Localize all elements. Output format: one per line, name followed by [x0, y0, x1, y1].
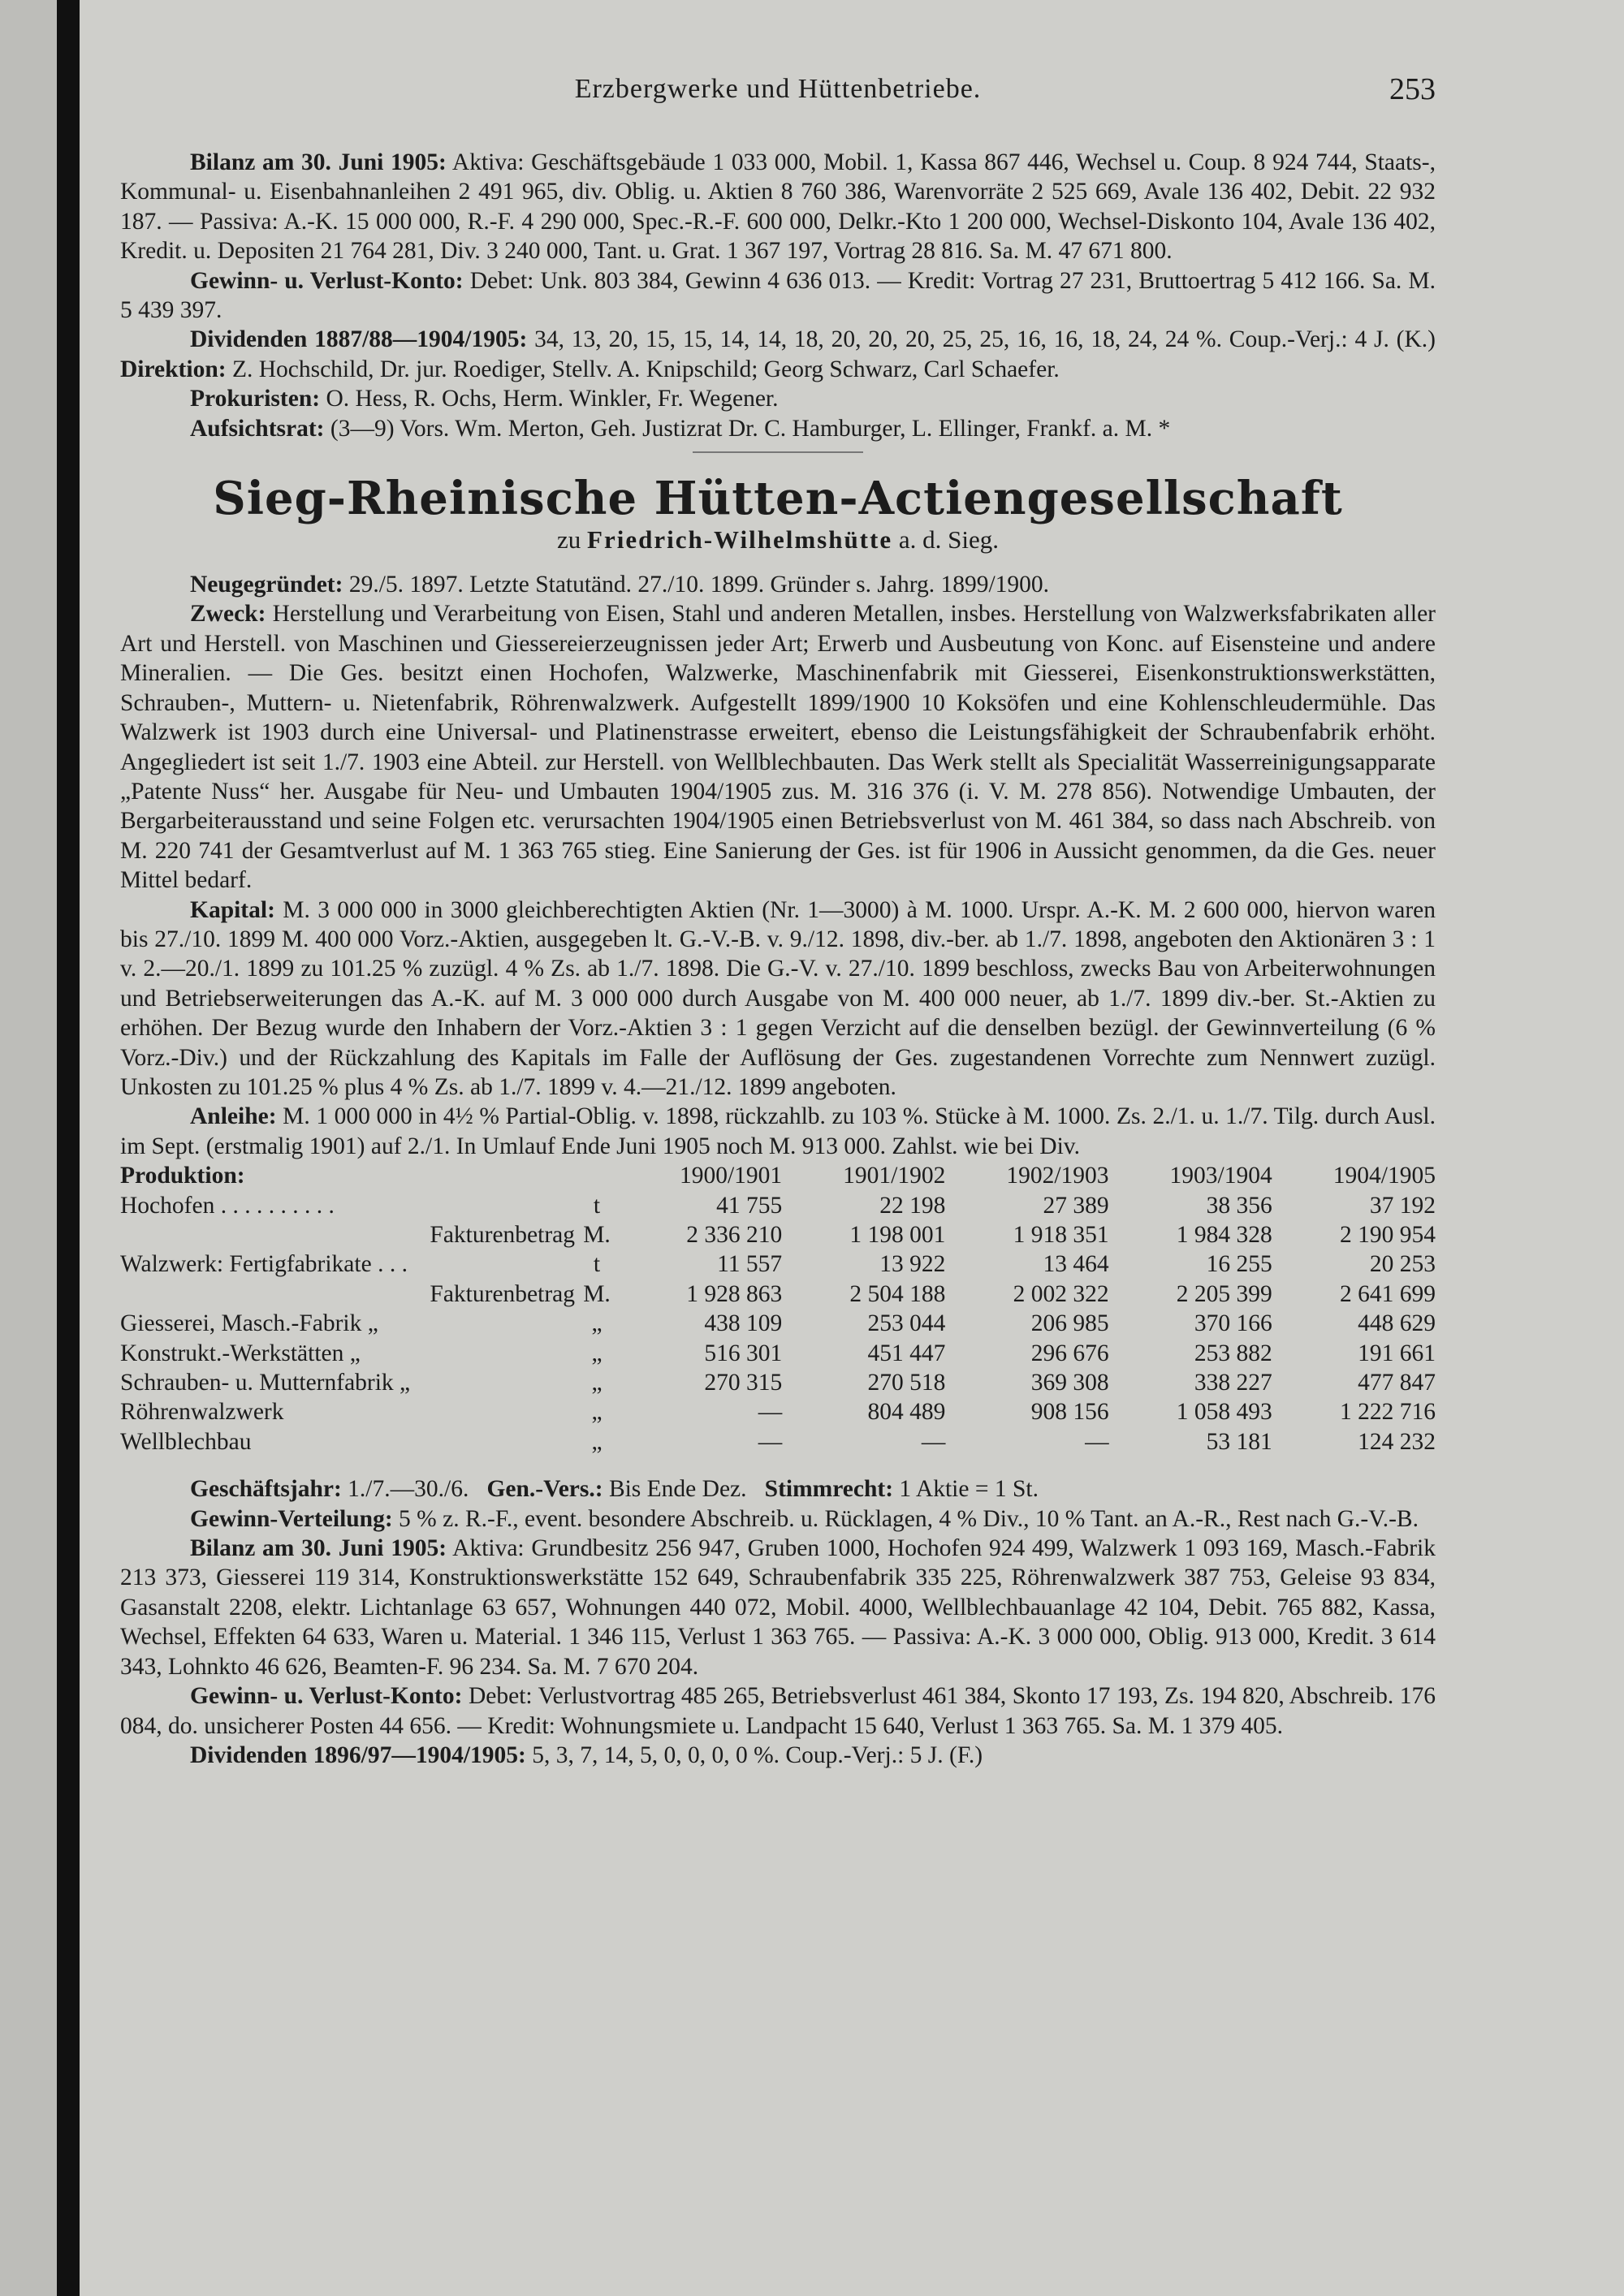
- row-value: 2 205 399: [1176, 1280, 1272, 1307]
- dividenden-b-text: 5, 3, 7, 14, 5, 0, 0, 0, 0 %. Coup.-Verj.: 5 J. (F.): [532, 1741, 983, 1768]
- bilanz-text: Aktiva: Geschäftsgebäude 1 033 000, Mobil. 1, Kassa 867 446, Wechsel u. Coup. 8 924 744, Staats-, Kommunal- u. Eisenbahnanleihen 2 491 965, div. Oblig. u. Aktien 8 760 386, Warenvorräte 2 525 669, Avale 136 402, Debit. 22 932 187. — Passiva: A.-K. 15 000 000, R.-F. 4 290 000, Spec.-R.-F. 600 000, Delkr.-Kto 1 200 000, Wechsel-Diskonto 104, Avale 136 402, Kredit. u. Depositen 21 764 281, Div. 3 240 000, Tant. u. Grat. 1 367 197, Vortrag 28 816. Sa. M. 47 671 800.: [120, 149, 1436, 265]
- page-number: 253: [1389, 72, 1436, 106]
- header-title: Erzbergwerke und Hüttenbetriebe.: [574, 74, 982, 104]
- row-value: 369 308: [1030, 1370, 1109, 1396]
- neugegruendet-label: Neugegründet:: [190, 572, 343, 598]
- year-header: 1904/1905: [1332, 1163, 1436, 1189]
- location-suffix: a. d. Sieg.: [898, 525, 999, 555]
- row-value: 338 227: [1194, 1370, 1272, 1396]
- neugegruendet-paragraph: [120, 570, 1436, 599]
- row-unit: M.: [583, 1280, 611, 1307]
- row-unit: t: [593, 1192, 601, 1219]
- row-value: 1 222 716: [1340, 1399, 1436, 1426]
- row-unit: „: [591, 1340, 603, 1366]
- row-value: 13 922: [879, 1251, 946, 1278]
- row-label: Hochofen . . . . . . . . . .: [120, 1192, 335, 1219]
- production-label-cell: [120, 1161, 575, 1190]
- gv-konto-text: Debet: Unk. 803 384, Gewinn 4 636 013. — Kredit: Vortrag 27 231, Bruttoertrag 5 412 166. Sa. M. 5 439 397.: [120, 267, 1436, 324]
- row-value: 804 489: [867, 1399, 946, 1426]
- row-value: 1 198 001: [849, 1222, 946, 1248]
- gen-vers-label: Gen.-Vers.:: [486, 1476, 603, 1503]
- geschaeftsjahr-label: Geschäftsjahr:: [190, 1476, 342, 1503]
- row-value: 448 629: [1358, 1310, 1436, 1337]
- geschaeftsjahr-paragraph: [120, 1474, 1436, 1504]
- row-label: Walzwerk: Fertigfabrikate . . .: [120, 1251, 408, 1278]
- zweck-paragraph: [120, 599, 1436, 895]
- bilanz-b-text: Aktiva: Grundbesitz 256 947, Gruben 1000, Hochofen 924 499, Walzwerk 1 093 169, Masch.-Fabrik 213 373, Giesserei 119 314, Konstruktionswerkstätte 152 649, Schraubenfabrik 335 225, Röhrenwalzwerk 387 753, Geleise 93 834, Gasanstalt 2208, elektr. Lichtanlage 63 657, Wohnungen 440 072, Mobil. 4000, Wellblechbauanlage 42 104, Debit. 765 882, Kassa, Wechsel, Effekten 64 633, Waren u. Material. 1 346 115, Verlust 1 363 765. — Passiva: A.-K. 3 000 000, Oblig. 913 000, Kredit. 3 614 343, Lohnkto 46 626, Beamten-F. 96 234. Sa. M. 7 670 204.: [120, 1535, 1436, 1680]
- row-value: 20 253: [1369, 1251, 1436, 1278]
- row-value: 516 301: [704, 1340, 783, 1366]
- row-unit: t: [593, 1251, 601, 1278]
- row-value: 477 847: [1358, 1370, 1436, 1396]
- anleihe-text: M. 1 000 000 in 4½ % Partial-Oblig. v. 1898, rückzahlb. zu 103 %. Stücke à M. 1000. Zs. 2./1. u. 1./7. Tilg. durch Ausl. im Sept. (erstmalig 1901) auf 2./1. In Umlauf Ende Juni 1905 noch M. 913 000. Zahlst. wie bei Div.: [120, 1103, 1436, 1159]
- company-location: [120, 524, 1436, 555]
- row-value: 2 641 699: [1340, 1280, 1436, 1307]
- company-name: Sieg-Rheinische Hütten-Actiengesellschaft: [213, 472, 1343, 526]
- row-value: 1 984 328: [1176, 1222, 1272, 1248]
- production-label: Produktion:: [120, 1163, 245, 1189]
- row-value: —: [921, 1428, 946, 1455]
- year-header: 1903/1904: [1169, 1163, 1272, 1189]
- table-row: [120, 1427, 1436, 1457]
- row-value: 2 504 188: [849, 1280, 946, 1307]
- gv-konto-b-paragraph: [120, 1681, 1436, 1741]
- table-row: [120, 1309, 1436, 1338]
- row-value: 124 232: [1358, 1428, 1436, 1455]
- direktion-text: Z. Hochschild, Dr. jur. Roediger, Stellv. A. Knipschild; Georg Schwarz, Carl Schaefer.: [231, 356, 1060, 382]
- stimmrecht-text: 1 Aktie = 1 St.: [899, 1476, 1039, 1503]
- row-value: 53 181: [1206, 1428, 1272, 1455]
- production-header-row: [120, 1161, 1436, 1190]
- row-label: Röhrenwalzwerk: [120, 1399, 284, 1426]
- page-content: [120, 72, 1436, 1770]
- row-value: 27 389: [1043, 1192, 1109, 1219]
- bilanz-1905-b-paragraph: [120, 1534, 1436, 1681]
- row-value: 270 518: [867, 1370, 946, 1396]
- gv-konto-label: Gewinn- u. Verlust-Konto:: [190, 267, 464, 294]
- row-label: Fakturenbetrag: [430, 1222, 575, 1248]
- anleihe-label: Anleihe:: [190, 1103, 277, 1130]
- year-header: 1902/1903: [1006, 1163, 1109, 1189]
- row-value: —: [758, 1428, 783, 1455]
- row-value: 41 755: [716, 1192, 783, 1219]
- table-row: [120, 1397, 1436, 1426]
- gen-vers-text: Bis Ende Dez.: [608, 1476, 747, 1503]
- bilanz-b-label: Bilanz am 30. Juni 1905:: [190, 1535, 447, 1562]
- row-value: 191 661: [1358, 1340, 1436, 1366]
- book-spine-shadow: [57, 0, 80, 2296]
- prokuristen-label: Prokuristen:: [190, 386, 321, 412]
- production-table: [120, 1161, 1436, 1457]
- unit-header-cell: [575, 1161, 619, 1190]
- row-value: 37 192: [1369, 1192, 1436, 1219]
- table-row: [120, 1220, 1436, 1249]
- row-label: Fakturenbetrag: [430, 1280, 575, 1307]
- table-row: [120, 1280, 1436, 1309]
- row-value: —: [1085, 1428, 1109, 1455]
- location-prefix: zu: [557, 525, 581, 555]
- kapital-paragraph: [120, 896, 1436, 1103]
- table-row: [120, 1339, 1436, 1368]
- row-value: 438 109: [704, 1310, 783, 1337]
- kapital-text: M. 3 000 000 in 3000 gleichberechtigten Aktien (Nr. 1—3000) à M. 1000. Urspr. A.-K. M. 2 600 000, hiervon waren bis 27./10. 1899 M. 400 000 Vorz.-Aktien, ausgegeben lt. G.-V.-B. v. 9./12. 1898, div.-ber. ab 1./7. 1898, angeboten den Aktionären 3 : 1 v. 2.—20./1. 1899 zu 101.25 % zuzügl. 4 % Zs. ab 1./7. 1898. Die G.-V. v. 27./10. 1899 beschloss, zwecks Bau von Arbeiterwohnungen und Betriebserweiterungen das A.-K. auf M. 3 000 000 durch Ausgabe von M. 400 000 neuer, ab 1./7. 1899 div.-ber. St.-Aktien zu erhöhen. Der Bezug wurde den Inhabern der Vorz.-Aktien 3 : 1 gegen Verzicht auf die denselben bezügl. der Gewinnverteilung (6 % Vorz.-Div.) und der Rückzahlung des Kapitals im Falle der Auflösung der Ges. zugestandenen Vorrechte zum Nennwert zuzügl. Unkosten zu 101.25 % plus 4 % Zs. ab 1./7. 1899 v. 4.—21./12. 1899 angeboten.: [120, 896, 1436, 1100]
- row-label: Giesserei, Masch.-Fabrik „: [120, 1310, 378, 1337]
- dividenden-label: Dividenden 1887/88—1904/1905:: [190, 326, 528, 353]
- anleihe-paragraph: [120, 1102, 1436, 1161]
- row-value: 13 464: [1043, 1251, 1109, 1278]
- row-value: 253 882: [1194, 1340, 1272, 1366]
- row-label: Wellblechbau: [120, 1428, 252, 1455]
- location-name: Friedrich-Wilhelmshütte: [587, 525, 893, 555]
- prokuristen-text: O. Hess, R. Ochs, Herm. Winkler, Fr. Wegener.: [326, 386, 779, 412]
- row-value: 2 002 322: [1013, 1280, 1109, 1307]
- dividenden-b-paragraph: [120, 1741, 1436, 1770]
- row-value: 296 676: [1030, 1340, 1109, 1366]
- geschaeftsjahr-text: 1./7.—30./6.: [348, 1476, 469, 1503]
- table-spacing: [120, 1457, 1436, 1474]
- row-value: 2 190 954: [1340, 1222, 1436, 1248]
- gewinn-verteilung-text: 5 % z. R.-F., event. besondere Abschreib. u. Rücklagen, 4 % Div., 10 % Tant. an A.-R., Rest nach G.-V.-B.: [399, 1505, 1419, 1532]
- direktion-label: Direktion:: [120, 356, 227, 382]
- running-header: [120, 72, 1436, 115]
- prokuristen-paragraph: [120, 384, 1436, 413]
- stimmrecht-label: Stimmrecht:: [764, 1476, 894, 1503]
- gv-konto-paragraph: [120, 266, 1436, 326]
- aufsichtsrat-paragraph: [120, 414, 1436, 443]
- dividenden-paragraph: [120, 325, 1436, 384]
- row-unit: „: [591, 1370, 603, 1396]
- bilanz-label: Bilanz am 30. Juni 1905:: [190, 149, 447, 175]
- row-value: 22 198: [879, 1192, 946, 1219]
- row-label: Konstrukt.-Werkstätten „: [120, 1340, 361, 1366]
- year-header: 1900/1901: [679, 1163, 783, 1189]
- row-value: 270 315: [704, 1370, 783, 1396]
- row-value: 11 557: [717, 1251, 783, 1278]
- aufsichtsrat-text: (3—9) Vors. Wm. Merton, Geh. Justizrat Dr. C. Hamburger, L. Ellinger, Frankf. a. M. *: [330, 415, 1171, 442]
- section-divider: [693, 451, 863, 453]
- row-value: 1 918 351: [1013, 1222, 1109, 1248]
- row-value: 370 166: [1194, 1310, 1272, 1337]
- row-value: 38 356: [1206, 1192, 1272, 1219]
- table-row: [120, 1249, 1436, 1279]
- row-value: 253 044: [867, 1310, 946, 1337]
- facing-page-edge: [0, 0, 57, 2296]
- neugegruendet-text: 29./5. 1897. Letzte Statutänd. 27./10. 1899. Gründer s. Jahrg. 1899/1900.: [348, 572, 1050, 598]
- row-value: 1 058 493: [1176, 1399, 1272, 1426]
- zweck-label: Zweck:: [190, 601, 266, 628]
- year-header: 1901/1902: [843, 1163, 946, 1189]
- gv-konto-b-label: Gewinn- u. Verlust-Konto:: [190, 1683, 463, 1710]
- kapital-label: Kapital:: [190, 896, 275, 923]
- row-value: 1 928 863: [686, 1280, 783, 1307]
- row-value: 908 156: [1030, 1399, 1109, 1426]
- row-label: Schrauben- u. Mutternfabrik „: [120, 1370, 411, 1396]
- row-value: 206 985: [1030, 1310, 1109, 1337]
- row-value: —: [758, 1399, 783, 1426]
- zweck-text: Herstellung und Verarbeitung von Eisen, Stahl und anderen Metallen, insbes. Herstellung von Walzwerksfabrikaten aller Art und Herstell. von Maschinen und Giessereierzeugnissen jeder Art; Erwerb und Ausbeutung von Konc. auf Eisensteine und andere Mineralien. — Die Ges. besitzt einen Hochofen, Walzwerke, Maschinenfabrik mit Giesserei, Eisenkonstruktionswerkstätten, Schrauben-, Muttern- u. Nietenfabrik, Röhrenwalzwerk. Aufgestellt 1899/1900 10 Koksöfen und eine Kohlenschleudermühle. Das Walzwerk ist 1903 durch eine Universal- und Platinenstrasse erweitert, ebenso die Leistungsfähigkeit der Schraubenfabrik erhöht. Angegliedert ist seit 1./7. 1903 eine Abteil. zur Herstell. von Wellblechbauten. Das Werk stellt als Specialität Wasserreinigungsapparate „Patente Nuss“ her. Ausgabe für Neu- und Umbauten 1904/1905 zus. M. 316 376 (i. V. M. 278 856). Notwendige Umbauten, der Bergarbeiterausstand und seine Folgen etc. verursachten 1904/1905 einen Betriebsverlust von M. 461 384, so dass nach Abschreib. von M. 220 741 der Gesamtverlust auf M. 1 363 765 stieg. Eine Sanierung der Ges. ist für 1906 in Aussicht genommen, da die Ges. neuer Mittel bedarf.: [120, 601, 1436, 894]
- gewinn-verteilung-paragraph: [120, 1504, 1436, 1534]
- row-unit: „: [591, 1310, 603, 1337]
- row-unit: M.: [583, 1222, 611, 1248]
- dividenden-text: 34, 13, 20, 15, 15, 14, 14, 18, 20, 20, 20, 25, 25, 16, 16, 18, 24, 24 %. Coup.-Verj.: 4 J. (K.): [534, 326, 1436, 353]
- gv-konto-b-text: Debet: Verlustvortrag 485 265, Betriebsverlust 461 384, Skonto 17 193, Zs. 194 820, Abschreib. 176 084, do. unsicherer Posten 44 656. — Kredit: Wohnungsmiete u. Landpacht 15 640, Verlust 1 363 765. Sa. M. 1 379 405.: [120, 1683, 1436, 1739]
- gewinn-verteilung-label: Gewinn-Verteilung:: [190, 1505, 393, 1532]
- bilanz-1905-paragraph: [120, 148, 1436, 266]
- dividenden-b-label: Dividenden 1896/97—1904/1905:: [190, 1741, 526, 1768]
- table-row: [120, 1368, 1436, 1397]
- row-value: 2 336 210: [686, 1222, 783, 1248]
- row-value: 16 255: [1206, 1251, 1272, 1278]
- table-row: [120, 1191, 1436, 1220]
- row-unit: „: [591, 1428, 603, 1455]
- aufsichtsrat-label: Aufsichtsrat:: [190, 415, 325, 442]
- row-value: 451 447: [867, 1340, 946, 1366]
- row-unit: „: [591, 1399, 603, 1426]
